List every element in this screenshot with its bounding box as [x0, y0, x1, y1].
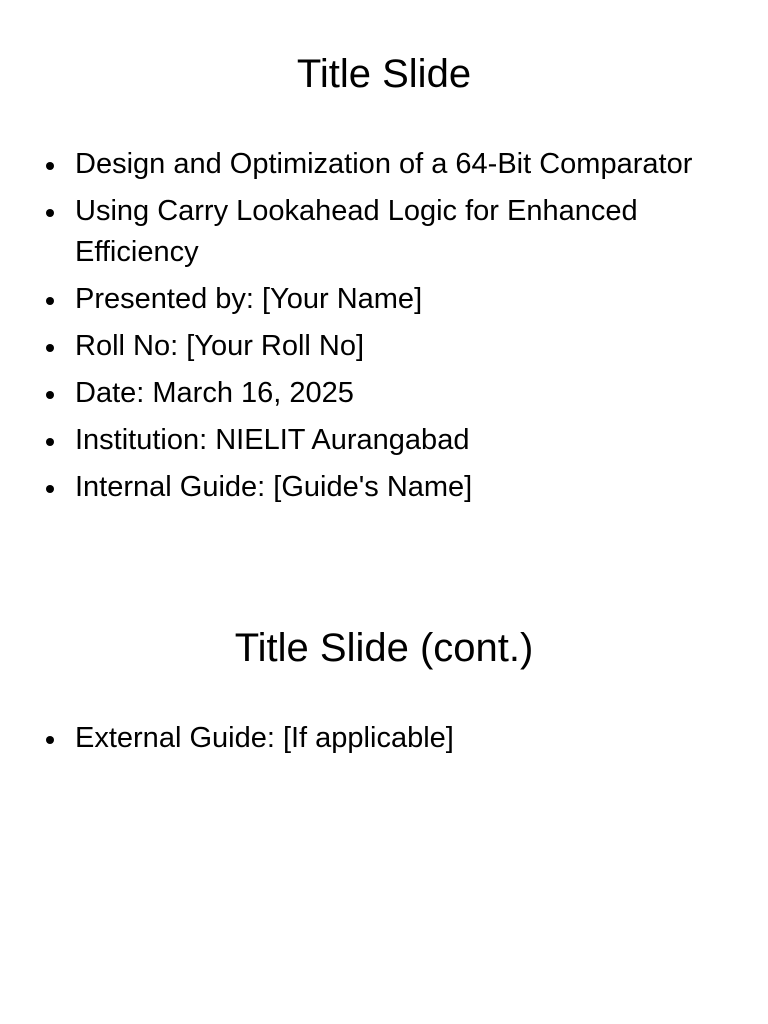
list-item	[0, 279, 768, 320]
bullet-text: Internal Guide: [Guide's Name]	[75, 471, 473, 503]
bullet-text: Roll No: [Your Roll No]	[75, 330, 365, 362]
slide-2	[0, 624, 768, 754]
bullet-text: Institution: NIELIT Aurangabad	[75, 424, 470, 456]
list-item	[0, 718, 768, 759]
list-item	[0, 144, 768, 185]
bullet-text: Presented by: [Your Name]	[75, 283, 423, 315]
bullet-text: Using Carry Lookahead Logic for Enhanced Efficiency	[75, 195, 638, 268]
bullet-list	[0, 144, 768, 514]
list-item	[0, 191, 768, 273]
bullet-list	[0, 718, 768, 765]
bullet-icon	[46, 736, 54, 744]
slide-title: Title Slide (cont.)	[234, 626, 534, 670]
slide-1	[0, 50, 768, 503]
bullet-icon	[46, 162, 54, 170]
bullet-icon	[46, 438, 54, 446]
bullet-icon	[46, 485, 54, 493]
bullet-icon	[46, 297, 54, 305]
bullet-icon	[46, 209, 54, 217]
list-item	[0, 467, 768, 508]
list-item	[0, 326, 768, 367]
list-item	[0, 373, 768, 414]
bullet-text: Design and Optimization of a 64-Bit Comparator	[75, 148, 693, 180]
bullet-text: Date: March 16, 2025	[75, 377, 354, 409]
bullet-icon	[46, 344, 54, 352]
slide-title: Title Slide	[296, 52, 472, 96]
list-item	[0, 420, 768, 461]
bullet-icon	[46, 391, 54, 399]
bullet-text: External Guide: [If applicable]	[75, 722, 454, 754]
